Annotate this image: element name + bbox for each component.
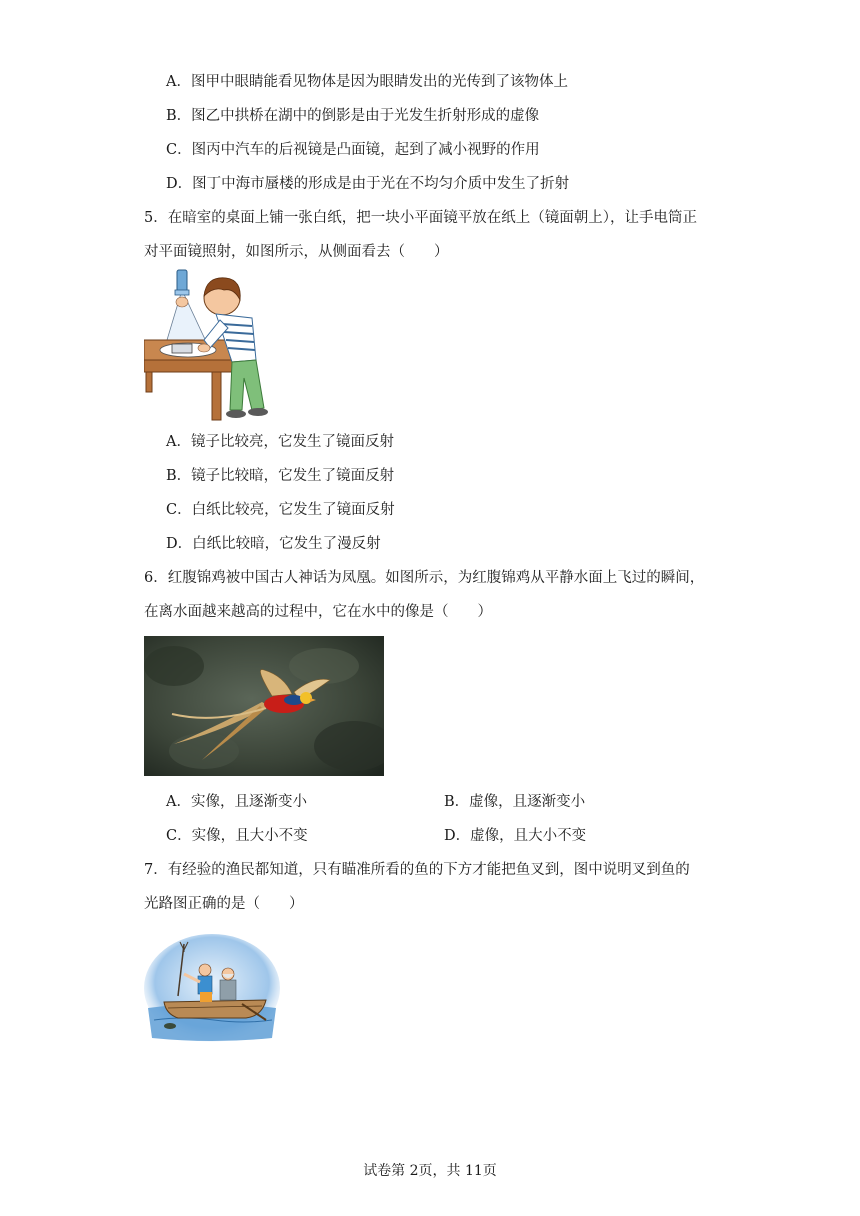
q6-stem-line2: 在离水面越来越高的过程中，它在水中的像是（ ） — [144, 604, 492, 620]
q4-option-a: A．图甲中眼睛能看见物体是因为眼睛发出的光传到了该物体上 — [166, 74, 568, 90]
q6-option-b: B．虚像，且逐渐变小 — [444, 794, 586, 810]
q6-option-d: D．虚像，且大小不变 — [444, 828, 587, 844]
q6-option-a: A．实像，且逐渐变小 — [166, 794, 307, 810]
q4-option-b: B．图乙中拱桥在湖中的倒影是由于光发生折射形成的虚像 — [166, 108, 540, 124]
q6-figure-golden-pheasant-photo — [144, 636, 384, 776]
q5-stem-line2: 对平面镜照射，如图所示，从侧面看去（ ） — [144, 244, 449, 260]
q6-stem-line1: 6．红腹锦鸡被中国古人神话为凤凰。如图所示，为红腹锦鸡从平静水面上飞过的瞬间， — [144, 570, 705, 586]
q5-option-a: A．镜子比较亮，它发生了镜面反射 — [166, 434, 394, 450]
q5-option-c: C．白纸比较亮，它发生了镜面反射 — [166, 502, 395, 518]
page-footer-page-number: 试卷第 2页，共 11页 — [363, 1163, 497, 1179]
q7-stem-line2: 光路图正确的是（ ） — [144, 896, 304, 912]
q4-option-d: D．图丁中海市蜃楼的形成是由于光在不均匀介质中发生了折射 — [166, 176, 570, 192]
q6-option-c: C．实像，且大小不变 — [166, 828, 308, 844]
q5-option-d: D．白纸比较暗，它发生了漫反射 — [166, 536, 381, 552]
q7-stem-line1: 7．有经验的渔民都知道，只有瞄准所看的鱼的下方才能把鱼叉到，图中说明叉到鱼的 — [144, 862, 690, 878]
q7-figure-fisherman-boat — [144, 934, 280, 1042]
q5-stem-line1: 5．在暗室的桌面上铺一张白纸，把一块小平面镜平放在纸上（镜面朝上），让手电筒正 — [144, 210, 697, 226]
q4-option-c: C．图丙中汽车的后视镜是凸面镜，起到了减小视野的作用 — [166, 142, 540, 158]
q5-figure-boy-flashlight — [144, 268, 274, 424]
q5-option-b: B．镜子比较暗，它发生了镜面反射 — [166, 468, 395, 484]
